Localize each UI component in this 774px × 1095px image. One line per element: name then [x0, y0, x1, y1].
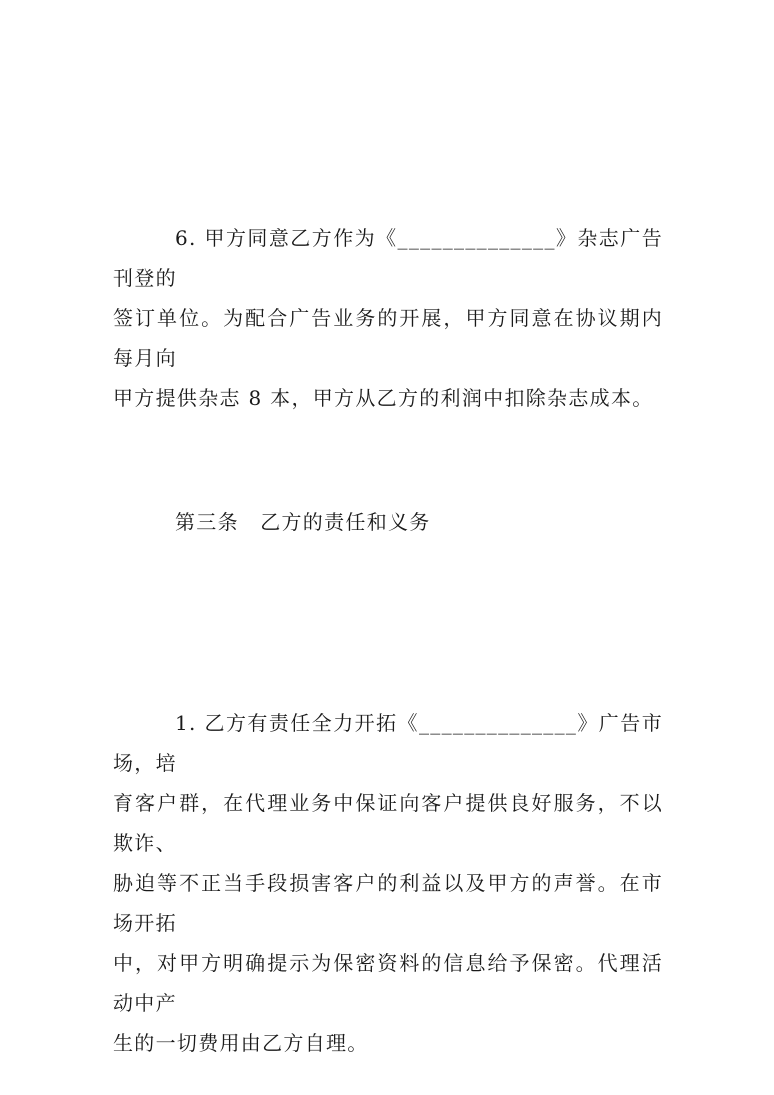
- paragraph-clause-6: [113, 218, 663, 418]
- heading-line: 第三条 乙方的责任和义务: [175, 510, 431, 534]
- paragraph-line: 甲方提供杂志 8 本，甲方从乙方的利润中扣除杂志成本。: [113, 386, 654, 410]
- paragraph-line: 6. 甲方同意乙方作为《______________》杂志广告刊登的: [113, 226, 663, 290]
- paragraph-line: 1. 乙方有责任全力开拓《______________》广告市场，培: [113, 711, 663, 775]
- paragraph-line: 签订单位。为配合广告业务的开展，甲方同意在协议期内每月向: [113, 306, 663, 370]
- paragraph-line: 中，对甲方明确提示为保密资料的信息给予保密。代理活动中产: [113, 951, 663, 1015]
- paragraph-clause-1: [113, 703, 663, 1063]
- section-heading-article-3: [113, 502, 663, 542]
- paragraph-line: 胁迫等不正当手段损害客户的利益以及甲方的声誉。在市场开拓: [113, 871, 663, 935]
- paragraph-line: 生的一切费用由乙方自理。: [113, 1031, 369, 1055]
- paragraph-line: 育客户群，在代理业务中保证向客户提供良好服务，不以欺诈、: [113, 791, 663, 855]
